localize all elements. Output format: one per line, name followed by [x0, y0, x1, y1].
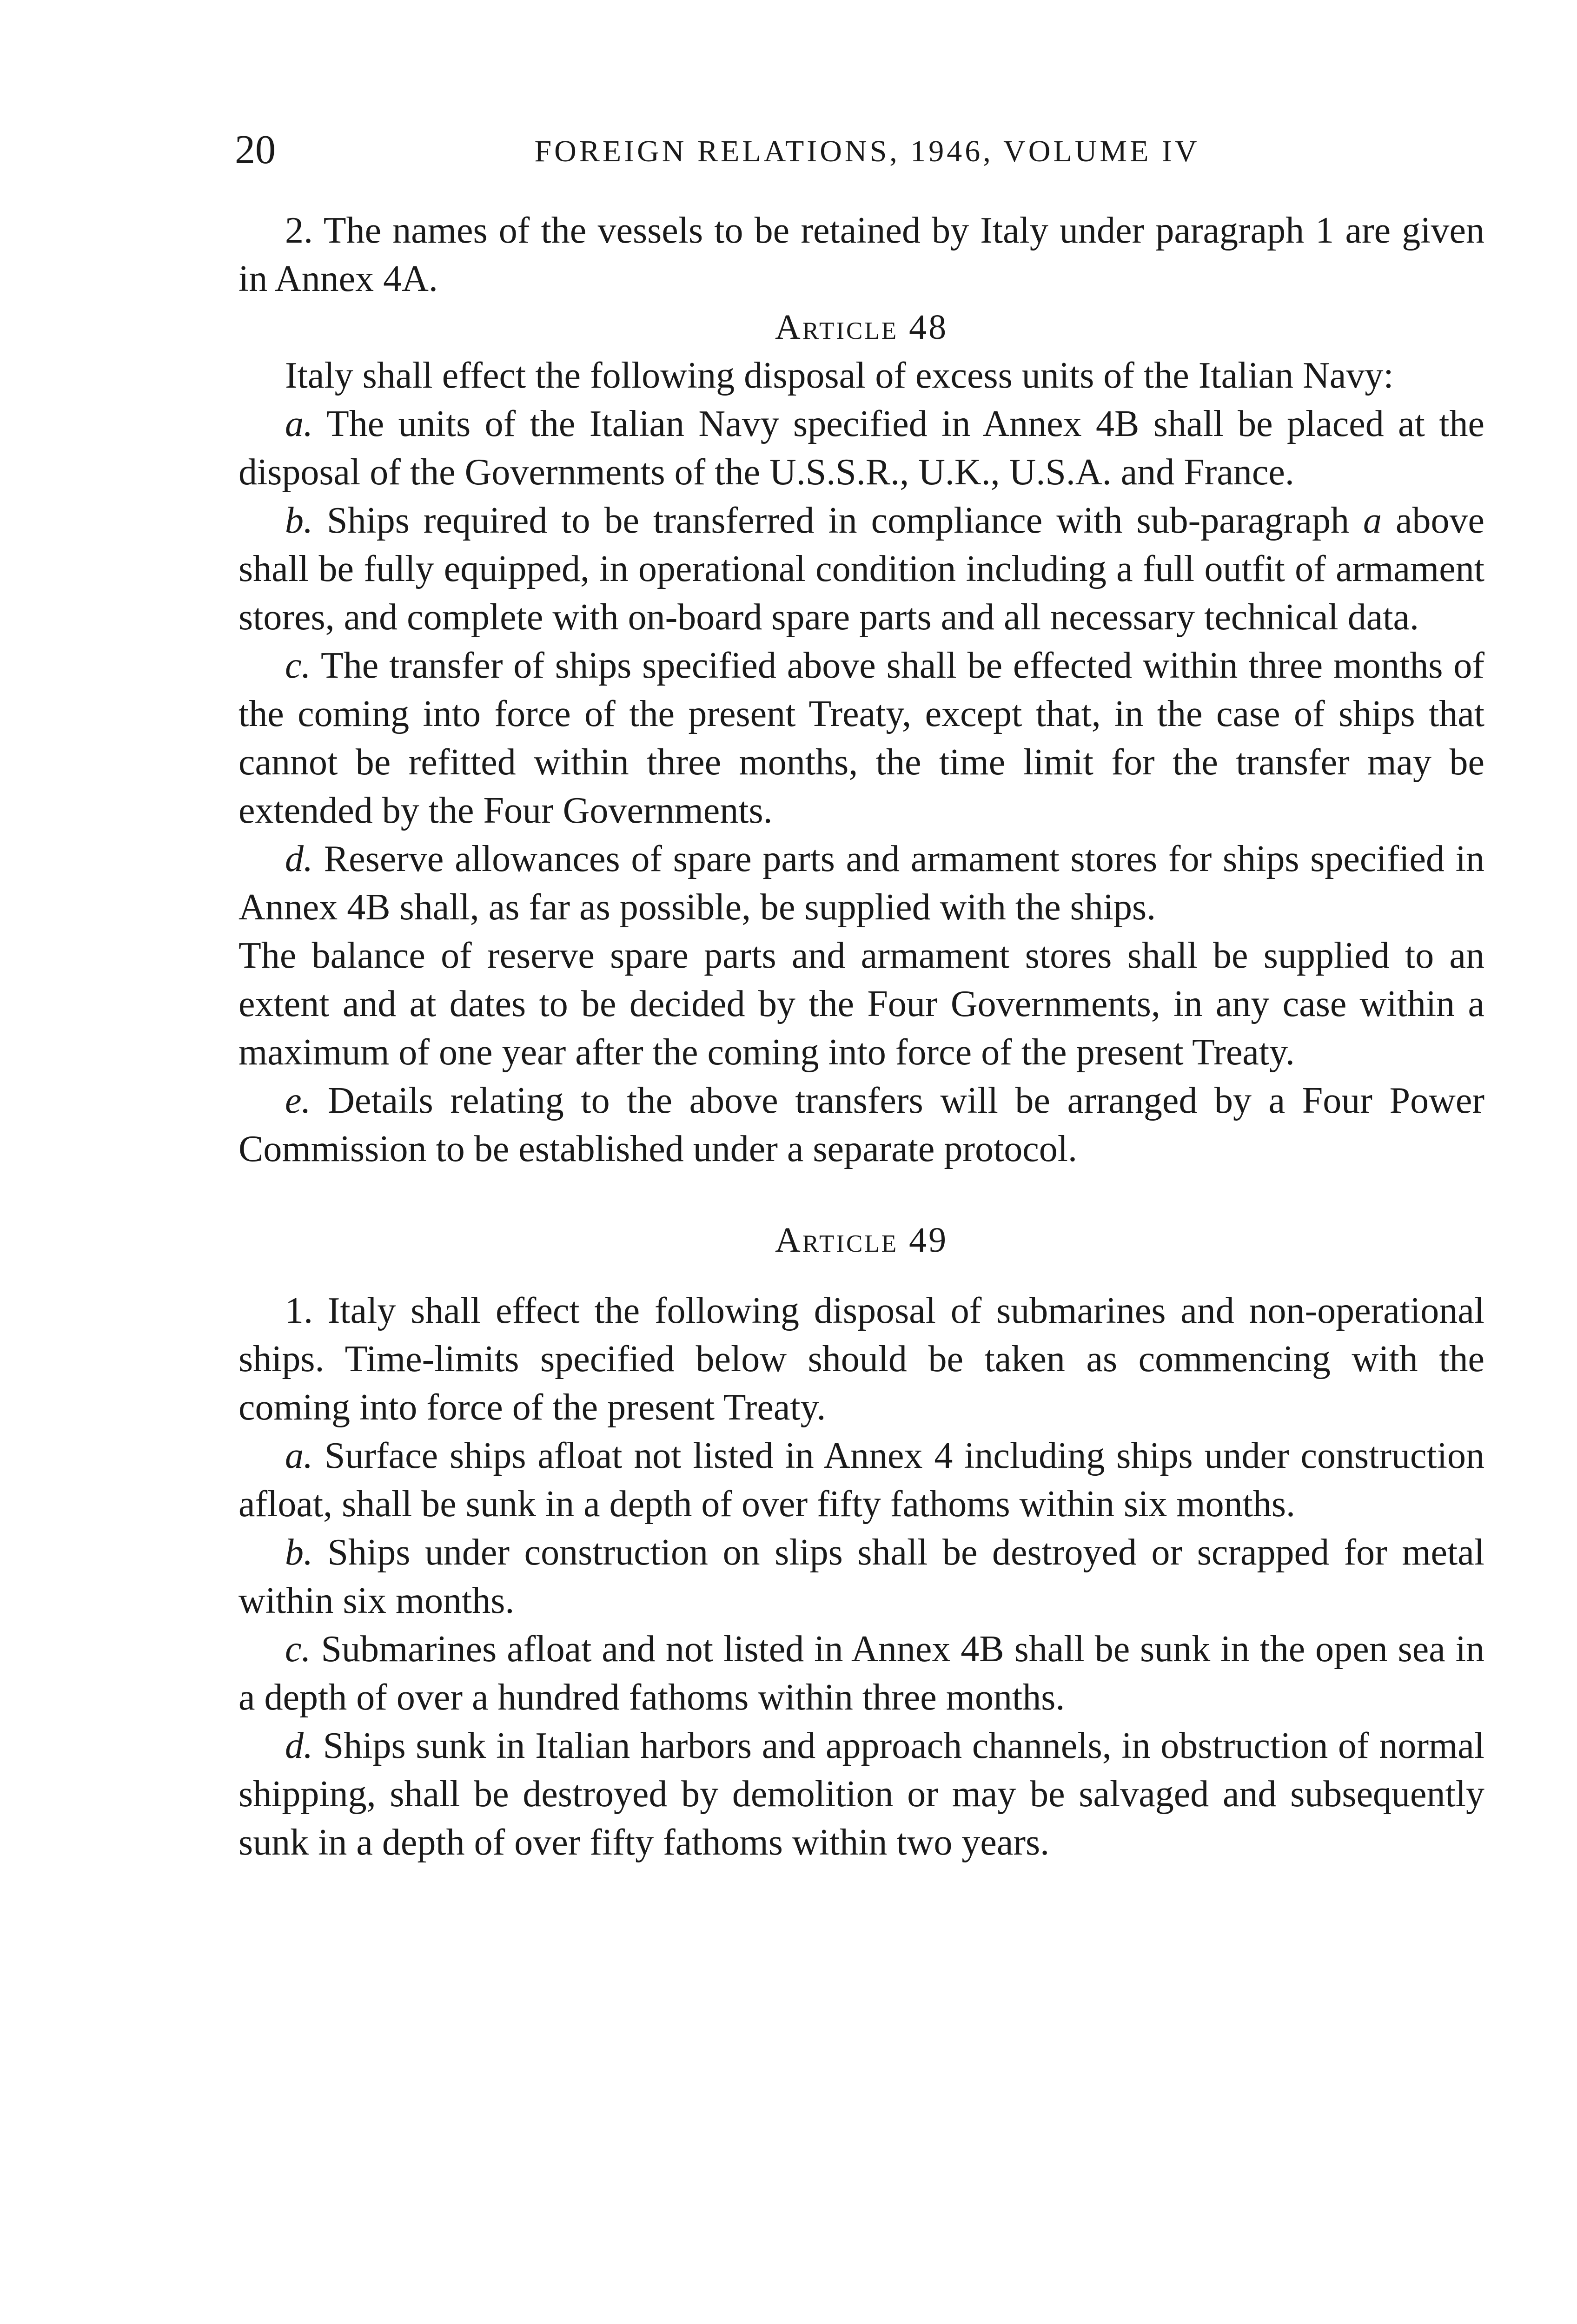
article-49-item-a: [239, 1432, 1484, 1528]
article-49-intro: 1. Italy shall effect the following disposal of submarines and non-operational ships. Time-limits specified below should be taken as commencing with the coming into force of the present Treaty.: [239, 1290, 1484, 1428]
item-text: Submarines afloat and not listed in Annex 4B shall be sunk in the open sea in a depth of over a hundred fathoms within three months.: [239, 1629, 1485, 1718]
article-48-balance: The balance of reserve spare parts and armament stores shall be supplied to an extent and at dates to be decided by the Four Governments, in any case within a maximum of one year after the coming into force of the present Treaty.: [239, 935, 1484, 1073]
item-label: e.: [285, 1080, 311, 1121]
item-label: c.: [285, 1629, 311, 1670]
item-label: d.: [285, 838, 313, 879]
item-text: The units of the Italian Navy specified in Annex 4B shall be placed at the disposal of the Governments of the U.S.S.R., U.K., U.S.A. and France.: [239, 403, 1484, 493]
item-text: Ships sunk in Italian harbors and approach channels, in obstruction of normal shipping, shall be destroyed by demolition or may be salvaged and subsequently sunk in a depth of over fifty fathoms within two years.: [239, 1725, 1485, 1863]
item-label: b.: [285, 500, 313, 541]
item-label: c.: [285, 645, 311, 686]
item-text: Reserve allowances of spare parts and armament stores for ships specified in Annex 4B shall, as far as possible, be supplied with the ships.: [239, 838, 1485, 928]
page-body: [239, 206, 1484, 1867]
article-48-heading: Article 48: [775, 308, 948, 347]
article-48-item-e: [239, 1076, 1484, 1173]
item-label: a.: [285, 1435, 313, 1476]
page-header: [235, 125, 1499, 176]
running-head: FOREIGN RELATIONS, 1946, VOLUME IV: [534, 134, 1200, 168]
page-number: 20: [235, 127, 276, 172]
article-49-item-b: [239, 1528, 1484, 1625]
item-text: Details relating to the above transfers will be arranged by a Four Power Commission to be established under a separate protocol.: [239, 1080, 1484, 1169]
article-48-item-a: [239, 400, 1484, 496]
article-49-item-d: [239, 1722, 1484, 1867]
item-label: d.: [285, 1725, 313, 1766]
item-label: a.: [285, 403, 313, 444]
article-48-item-d: [239, 835, 1484, 931]
item-text: Ships under construction on slips shall be destroyed or scrapped for metal within six months.: [239, 1532, 1485, 1621]
article-48-item-b: [239, 496, 1484, 641]
item-label: b.: [285, 1532, 313, 1573]
subparagraph-reference: a: [1363, 500, 1382, 541]
item-text-after: above shall be fully equipped, in operational condition including a full outfit of armament stores, and complete with on-board spare parts and all necessary technical data.: [239, 500, 1485, 638]
article-48-item-c: [239, 641, 1484, 835]
item-text: Surface ships afloat not listed in Annex 4 including ships under construction afloat, shall be sunk in a depth of over fifty fathoms within six months.: [239, 1435, 1485, 1525]
item-text: The transfer of ships specified above shall be effected within three months of the coming into force of the present Treaty, except that, in the case of ships that cannot be refitted within three months, the time limit for the transfer may be extended by the Four Governments.: [239, 645, 1485, 831]
article-49-item-c: [239, 1625, 1484, 1722]
article-48-intro: Italy shall effect the following disposal of excess units of the Italian Navy:: [285, 355, 1394, 396]
paragraph-continued: 2. The names of the vessels to be retained by Italy under paragraph 1 are given in Annex 4A.: [239, 210, 1484, 299]
article-49-heading: Article 49: [775, 1221, 948, 1260]
item-text-before: Ships required to be transferred in compliance with sub-paragraph: [326, 500, 1350, 541]
